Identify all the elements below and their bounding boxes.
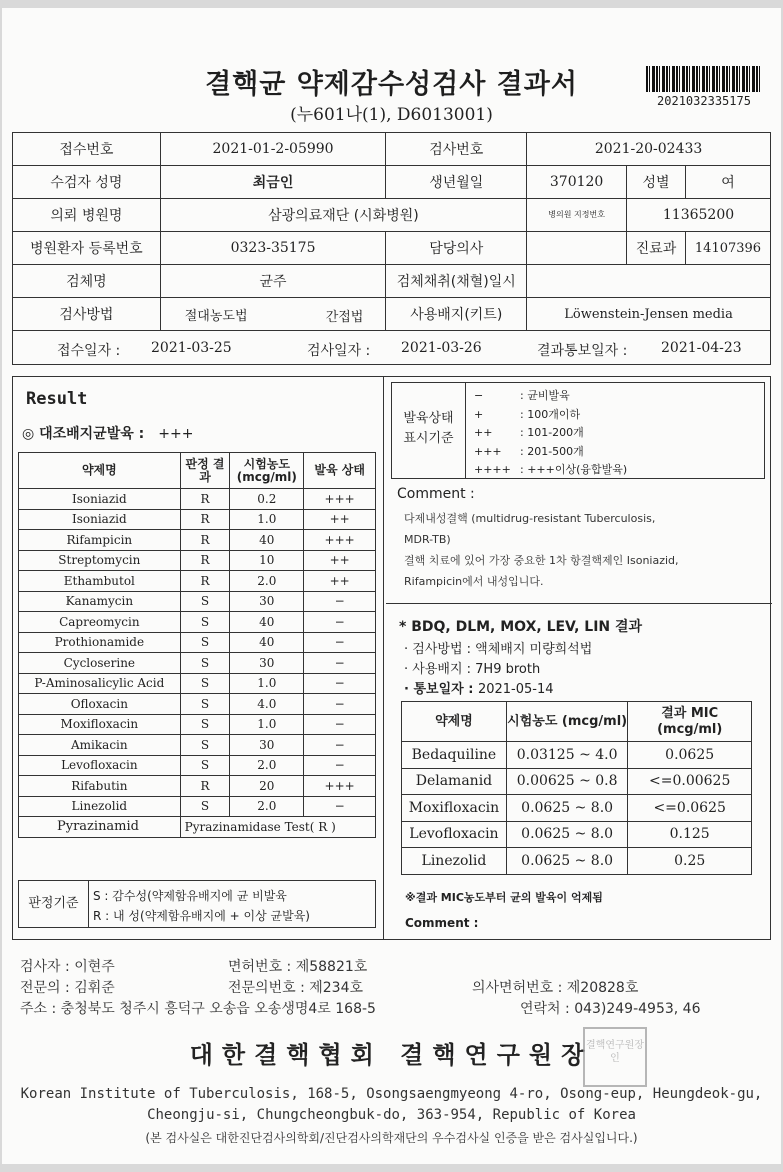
drug-judgment: R	[180, 776, 230, 797]
drug-concentration: 40	[230, 530, 304, 551]
test-no: 2021-20-02433	[527, 133, 771, 166]
patient-info-table	[12, 132, 771, 331]
control-growth-value: +++	[158, 426, 194, 442]
drug-growth: −	[304, 714, 376, 735]
drug-row	[19, 530, 376, 551]
receipt-no-label: 접수번호	[13, 133, 161, 166]
pyrazinamid-test: Pyrazinamidase Test( R )	[180, 817, 375, 838]
drug-row	[19, 591, 376, 612]
bdq-report-label: · 통보일자 :	[404, 682, 474, 697]
mic-drug: Delamanid	[402, 768, 507, 795]
mic-drug: Linezolid	[402, 848, 507, 875]
sex-label: 성별	[627, 166, 686, 199]
drug-name: Rifampicin	[19, 530, 181, 551]
drug-concentration: 40	[230, 612, 304, 633]
drug-row	[19, 653, 376, 674]
mic-comment-label: Comment :	[405, 916, 479, 930]
dates-row	[12, 331, 771, 365]
specialist: 전문의 : 김휘준	[20, 980, 115, 996]
mic-col-conc: 시험농도 (mcg/ml)	[506, 702, 627, 742]
comment-line: MDR-TB)	[404, 533, 451, 546]
bdq-method: · 검사방법 : 액체배지 미량희석법	[404, 642, 593, 657]
mic-row	[402, 821, 752, 848]
barcode	[646, 66, 760, 92]
drug-name: Moxifloxacin	[19, 714, 181, 735]
legend-row	[474, 424, 584, 440]
mic-drug: Levofloxacin	[402, 821, 507, 848]
drug-judgment: S	[180, 612, 230, 633]
mic-row	[402, 768, 752, 795]
organization-korean: 대한결핵협회 결핵연구원장	[189, 1041, 594, 1069]
bdq-report-value: 2021-05-14	[477, 682, 554, 697]
patient-reg-label: 병원환자 등록번호	[13, 232, 161, 265]
drug-concentration: 40	[230, 632, 304, 653]
drug-growth: +++	[304, 776, 376, 797]
drug-concentration: 30	[230, 735, 304, 756]
section-divider	[386, 603, 772, 604]
drug-judgment: R	[180, 550, 230, 571]
drug-growth: −	[304, 612, 376, 633]
mic-concentration: 0.0625 ~ 8.0	[506, 821, 627, 848]
mic-result: <=0.0625	[628, 795, 752, 822]
drug-judgment: S	[180, 632, 230, 653]
drug-name: Ethambutol	[19, 571, 181, 592]
specialist-no: 전문의번호 : 제234호	[228, 980, 364, 996]
method-cell	[160, 298, 386, 331]
bdq-title: * BDQ, DLM, MOX, LEV, LIN 결과	[399, 619, 643, 635]
hospital-name: 삼광의료재단 (시화병원)	[160, 199, 526, 232]
drug-growth: −	[304, 673, 376, 694]
received-label: 접수일자 :	[57, 343, 121, 359]
drug-growth: −	[304, 735, 376, 756]
comment-text	[404, 508, 764, 592]
mic-concentration: 0.03125 ~ 4.0	[506, 742, 627, 769]
mic-col-drug: 약제명	[402, 702, 507, 742]
drug-growth: −	[304, 694, 376, 715]
drug-judgment: S	[180, 714, 230, 735]
certification-note: (본 검사실은 대한진단검사의학회/진단검사의학재단의 우수검사실 인증을 받은 검사실입니다.)	[145, 1131, 638, 1145]
comment-label: Comment :	[397, 486, 475, 502]
seal-text: 결핵연구원장인	[586, 1040, 644, 1064]
hospital-label: 의뢰 병원명	[13, 199, 161, 232]
drug-name: Cycloserine	[19, 653, 181, 674]
drug-concentration: 2.0	[230, 571, 304, 592]
mic-concentration: 0.00625 ~ 0.8	[506, 768, 627, 795]
drug-row	[19, 632, 376, 653]
drug-judgment: S	[180, 673, 230, 694]
method: 절대농도법	[184, 308, 248, 324]
drug-growth: +++	[304, 489, 376, 510]
drug-name: Prothionamide	[19, 632, 181, 653]
drug-judgment: S	[180, 694, 230, 715]
control-growth	[22, 423, 193, 443]
hospital-code: 11365200	[627, 199, 771, 232]
drug-judgment: S	[180, 653, 230, 674]
doctor-license: 의사면허번호 : 제20828호	[472, 980, 639, 996]
drug-name: Isoniazid	[19, 509, 181, 530]
drug-row	[19, 755, 376, 776]
comment-line: 다제내성결핵 (multidrug-resistant Tuberculosis,	[404, 512, 656, 525]
address: 주소 : 충청북도 청주시 흥덕구 오송읍 오송생명4로 168-5	[20, 1001, 376, 1017]
report-subtitle: (누601나(1), D6013001)	[290, 105, 493, 125]
mic-row	[402, 848, 752, 875]
drug-name: Isoniazid	[19, 489, 181, 510]
control-growth-label: ◎ 대조배지균발육 :	[22, 426, 145, 442]
specimen-label: 검체명	[13, 265, 161, 298]
legend-symbol: −	[474, 389, 484, 402]
medium: Löwenstein-Jensen media	[527, 298, 771, 331]
drug-row	[19, 776, 376, 797]
drug-concentration: 4.0	[230, 694, 304, 715]
birth-date: 370120	[527, 166, 627, 199]
col-growth: 발육 상태	[304, 453, 376, 489]
barcode-number: 2021032335175	[657, 94, 751, 108]
received-date: 2021-03-25	[151, 340, 232, 356]
drug-concentration: 0.2	[230, 489, 304, 510]
drug-name: Rifabutin	[19, 776, 181, 797]
legend-row	[474, 406, 580, 422]
tested-label: 검사일자 :	[307, 343, 371, 359]
sex: 여	[685, 166, 770, 199]
official-seal	[583, 1027, 647, 1087]
mic-row	[402, 742, 752, 769]
organization-english-2: Cheongju-si, Chungcheongbuk-do, 363-954, Republic of Korea	[147, 1107, 636, 1123]
drug-concentration: 1.0	[230, 509, 304, 530]
specimen: 균주	[160, 265, 386, 298]
drug-concentration: 30	[230, 591, 304, 612]
patient-name-label: 수검자 성명	[13, 166, 161, 199]
drug-concentration: 1.0	[230, 714, 304, 735]
drug-growth: ++	[304, 571, 376, 592]
result-title: Result	[26, 389, 88, 409]
mic-note: ※결과 MIC농도부터 균의 발육이 억제됨	[405, 891, 603, 904]
birth-label: 생년월일	[386, 166, 527, 199]
drug-growth: −	[304, 796, 376, 817]
col-conc: 시험농도 (mcg/ml)	[230, 453, 304, 489]
drug-row	[19, 796, 376, 817]
drug-name: Kanamycin	[19, 591, 181, 612]
drug-concentration: 2.0	[230, 755, 304, 776]
drug-judgment: R	[180, 489, 230, 510]
legend-row	[474, 443, 584, 459]
drug-name: Levofloxacin	[19, 755, 181, 776]
drug-judgment: S	[180, 591, 230, 612]
drug-name: Capreomycin	[19, 612, 181, 633]
legend-description: : +++이상(융합발육)	[520, 463, 628, 476]
drug-judgment: S	[180, 735, 230, 756]
criteria-s: S : 감수성(약제함유배지에 균 비발육	[93, 889, 287, 903]
receipt-no: 2021-01-2-05990	[160, 133, 386, 166]
hospital-code-label: 병의원 지정번호	[527, 199, 627, 232]
criteria-label: 판정기준	[19, 881, 89, 927]
drug-concentration: 20	[230, 776, 304, 797]
reported-label: 결과통보일자 :	[537, 343, 628, 359]
patient-reg-no: 0323-35175	[160, 232, 386, 265]
tested-date: 2021-03-26	[401, 340, 482, 356]
dept-label: 진료과	[627, 232, 686, 265]
drug-row	[19, 509, 376, 530]
drug-judgment: S	[180, 755, 230, 776]
drug-row	[19, 714, 376, 735]
judgment-criteria	[18, 880, 376, 928]
legend-symbol: +	[474, 407, 484, 421]
examiner: 검사자 : 이현주	[20, 959, 115, 975]
legend-description: : 균비발육	[520, 389, 570, 402]
drug-concentration: 10	[230, 550, 304, 571]
mic-concentration: 0.0625 ~ 8.0	[506, 795, 627, 822]
method-label: 검사방법	[13, 298, 161, 331]
bdq-report-date	[404, 678, 554, 697]
patient-name: 최금인	[160, 166, 386, 199]
col-drug: 약제명	[19, 453, 181, 489]
collection-date	[527, 265, 771, 298]
legend-row	[474, 461, 627, 477]
drug-name: Amikacin	[19, 735, 181, 756]
drug-concentration: 1.0	[230, 673, 304, 694]
contact: 연락처 : 043)249-4953, 46	[520, 1001, 701, 1017]
reported-date: 2021-04-23	[661, 340, 742, 356]
legend-label	[392, 383, 466, 478]
drug-row	[19, 571, 376, 592]
criteria-r: R : 내 성(약제함유배지에 + 이상 균발육)	[93, 909, 310, 923]
drug-growth: −	[304, 755, 376, 776]
col-judgment: 판정 결과	[180, 453, 230, 489]
mic-result: 0.125	[628, 821, 752, 848]
legend-label-2: 표시기준	[403, 431, 454, 446]
drug-row	[19, 694, 376, 715]
bdq-medium: · 사용배지 : 7H9 broth	[404, 662, 541, 677]
dept-code: 14107396	[685, 232, 770, 265]
drug-row	[19, 673, 376, 694]
legend-description: : 201-500개	[520, 444, 584, 458]
drug-growth: −	[304, 591, 376, 612]
legend-description: : 100개이하	[520, 407, 581, 421]
drug-growth: +++	[304, 530, 376, 551]
drug-concentration: 2.0	[230, 796, 304, 817]
drug-name: Streptomycin	[19, 550, 181, 571]
legend-symbol: ++	[474, 426, 493, 439]
drug-row	[19, 550, 376, 571]
drug-growth: −	[304, 653, 376, 674]
mic-drug: Moxifloxacin	[402, 795, 507, 822]
mic-concentration: 0.0625 ~ 8.0	[506, 848, 627, 875]
drug-growth: ++	[304, 509, 376, 530]
panel-divider	[383, 376, 384, 940]
drug-row	[19, 735, 376, 756]
mic-result: <=0.00625	[628, 768, 752, 795]
mic-result: 0.0625	[628, 742, 752, 769]
mic-row	[402, 795, 752, 822]
legend-symbol: ++++	[474, 463, 511, 476]
mic-drug: Bedaquiline	[402, 742, 507, 769]
method-2: 간접법	[325, 310, 364, 325]
organization-english-1: Korean Institute of Tuberculosis, 168-5, Osongsaengmyeong 4-ro, Osong-eup, Heungdeok-gu,	[20, 1086, 763, 1102]
legend-description: : 101-200개	[520, 426, 584, 439]
comment-line: Rifampicin에서 내성입니다.	[404, 575, 544, 588]
comment-line: 결핵 치료에 있어 가장 중요한 1차 항결핵제인 Isoniazid,	[404, 554, 679, 567]
pyrazinamid-drug: Pyrazinamid	[19, 817, 181, 838]
drug-row	[19, 489, 376, 510]
mic-table	[401, 701, 752, 875]
drug-judgment: S	[180, 796, 230, 817]
drug-concentration: 30	[230, 653, 304, 674]
legend-label-1: 발육상태	[403, 411, 454, 426]
legend-symbol: +++	[474, 444, 502, 458]
drug-row	[19, 612, 376, 633]
drug-judgment: R	[180, 530, 230, 551]
drug-growth: ++	[304, 550, 376, 571]
medium-label: 사용배지(키트)	[386, 298, 527, 331]
mic-col-mic: 결과 MIC (mcg/ml)	[628, 702, 752, 742]
drug-growth: −	[304, 632, 376, 653]
collection-label: 검체채취(채혈)일시	[386, 265, 527, 298]
examiner-license: 면허번호 : 제58821호	[228, 959, 368, 975]
doctor-label: 담당의사	[386, 232, 527, 265]
drug-name: Linezolid	[19, 796, 181, 817]
growth-legend	[391, 382, 765, 479]
legend-row	[474, 387, 570, 403]
drug-judgment: R	[180, 571, 230, 592]
mic-result: 0.25	[628, 848, 752, 875]
drug-name: Ofloxacin	[19, 694, 181, 715]
drug-susceptibility-table	[18, 452, 376, 838]
drug-name: P-Aminosalicylic Acid	[19, 673, 181, 694]
report-title: 결핵균 약제감수성검사 결과서	[205, 69, 578, 100]
doctor-name	[527, 232, 627, 265]
drug-judgment: R	[180, 509, 230, 530]
test-no-label: 검사번호	[386, 133, 527, 166]
